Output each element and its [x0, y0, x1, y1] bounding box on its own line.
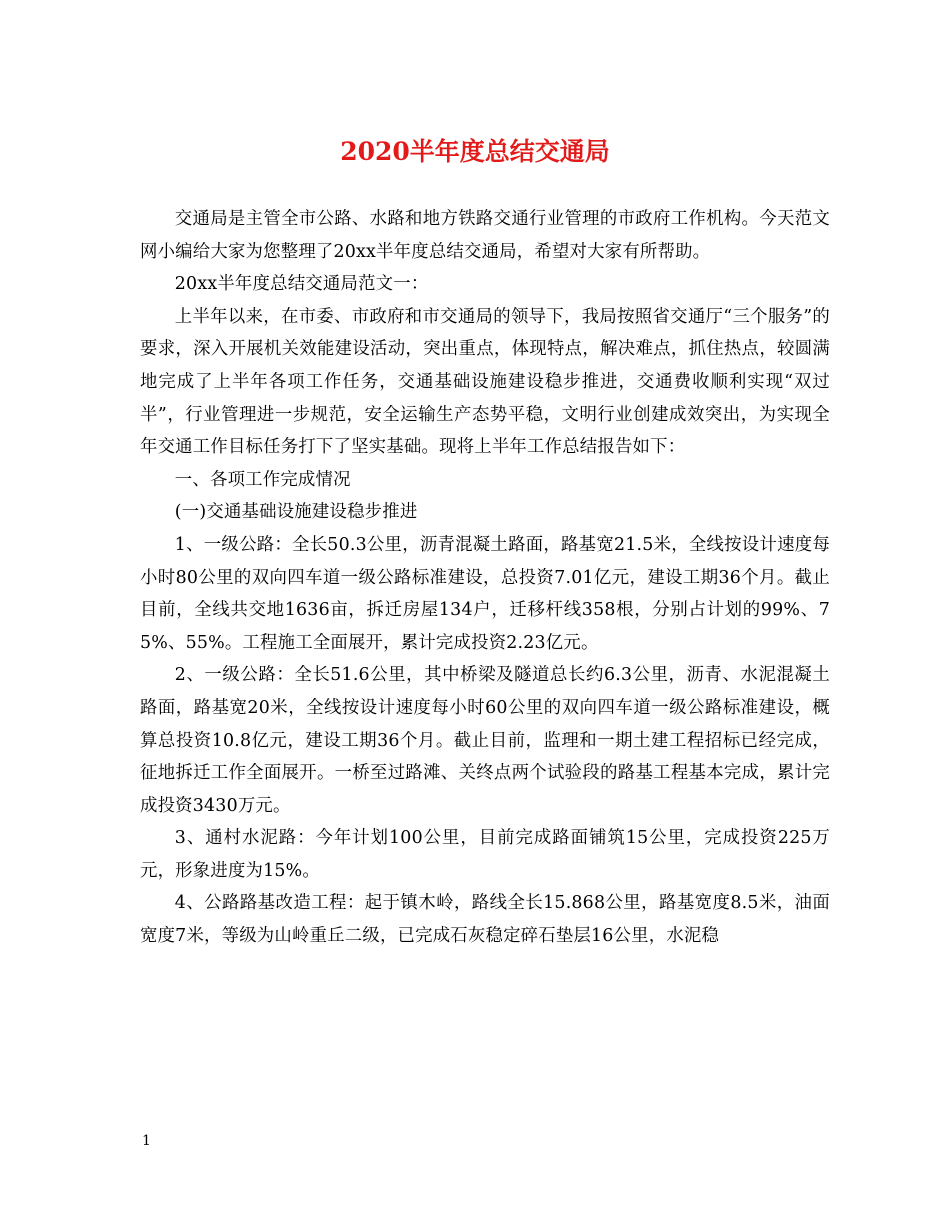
- paragraph-sample-heading: 20xx半年度总结交通局范文一：: [174, 274, 429, 295]
- document-title: 2020半年度总结交通局: [340, 137, 610, 166]
- document-body: [140, 203, 830, 953]
- paragraph-item-4: 4、公路路基改造工程：起于镇木岭，路线全长15.868公里，路基宽度8.5米，油面宽度7米，等级为山岭重丘二级，已完成石灰稳定碎石垫层16公里，水泥稳: [140, 893, 830, 947]
- paragraph-item-1: 1、一级公路：全长50.3公里，沥青混凝土路面，路基宽21.5米，全线按设计速度每小时80公里的双向四车道一级公路标准建设，总投资7.01亿元，建设工期36个月。截止目前，全线共交地1636亩，拆迁房屋134户，迁移杆线358根，分别占计划的99%、75%、55%。工程施工全面展开，累计完成投资2.23亿元。: [140, 534, 830, 653]
- paragraph-item-2: 2、一级公路：全长51.6公里，其中桥梁及隧道总长约6.3公里，沥青、水泥混凝土路面，路基宽20米，全线按设计速度每小时60公里的双向四车道一级公路标准建设，概算总投资10.8亿元，建设工期36个月。截止目前，监理和一期土建工程招标已经完成，征地拆迁工作全面展开。一桥至过路滩、关终点两个试验段的路基工程基本完成，累计完成投资3430万元。: [140, 665, 830, 816]
- page-number: 1: [142, 1133, 151, 1149]
- paragraph-item-3: 3、通村水泥路：今年计划100公里，目前完成路面铺筑15公里，完成投资225万元，形象进度为15%。: [140, 828, 830, 881]
- paragraph-intro: 交通局是主管全市公路、水路和地方铁路交通行业管理的市政府工作机构。今天范文网小编给大家为您整理了20xx半年度总结交通局，希望对大家有所帮助。: [140, 209, 830, 262]
- paragraph-overview: 上半年以来，在市委、市政府和市交通局的领导下，我局按照省交通厅“三个服务”的要求，深入开展机关效能建设活动，突出重点，体现特点，解决难点，抓住热点，较圆满地完成了上半年各项工作任务，交通基础设施建设稳步推进，交通费收顺利实现“双过半”，行业管理进一步规范，安全运输生产态势平稳，文明行业创建成效突出，为实现全年交通工作目标任务打下了坚实基础。现将上半年工作总结报告如下：: [140, 306, 830, 458]
- section-heading: 一、各项工作完成情况: [174, 469, 351, 490]
- subsection-heading: (一)交通基础设施建设稳步推进: [174, 502, 418, 523]
